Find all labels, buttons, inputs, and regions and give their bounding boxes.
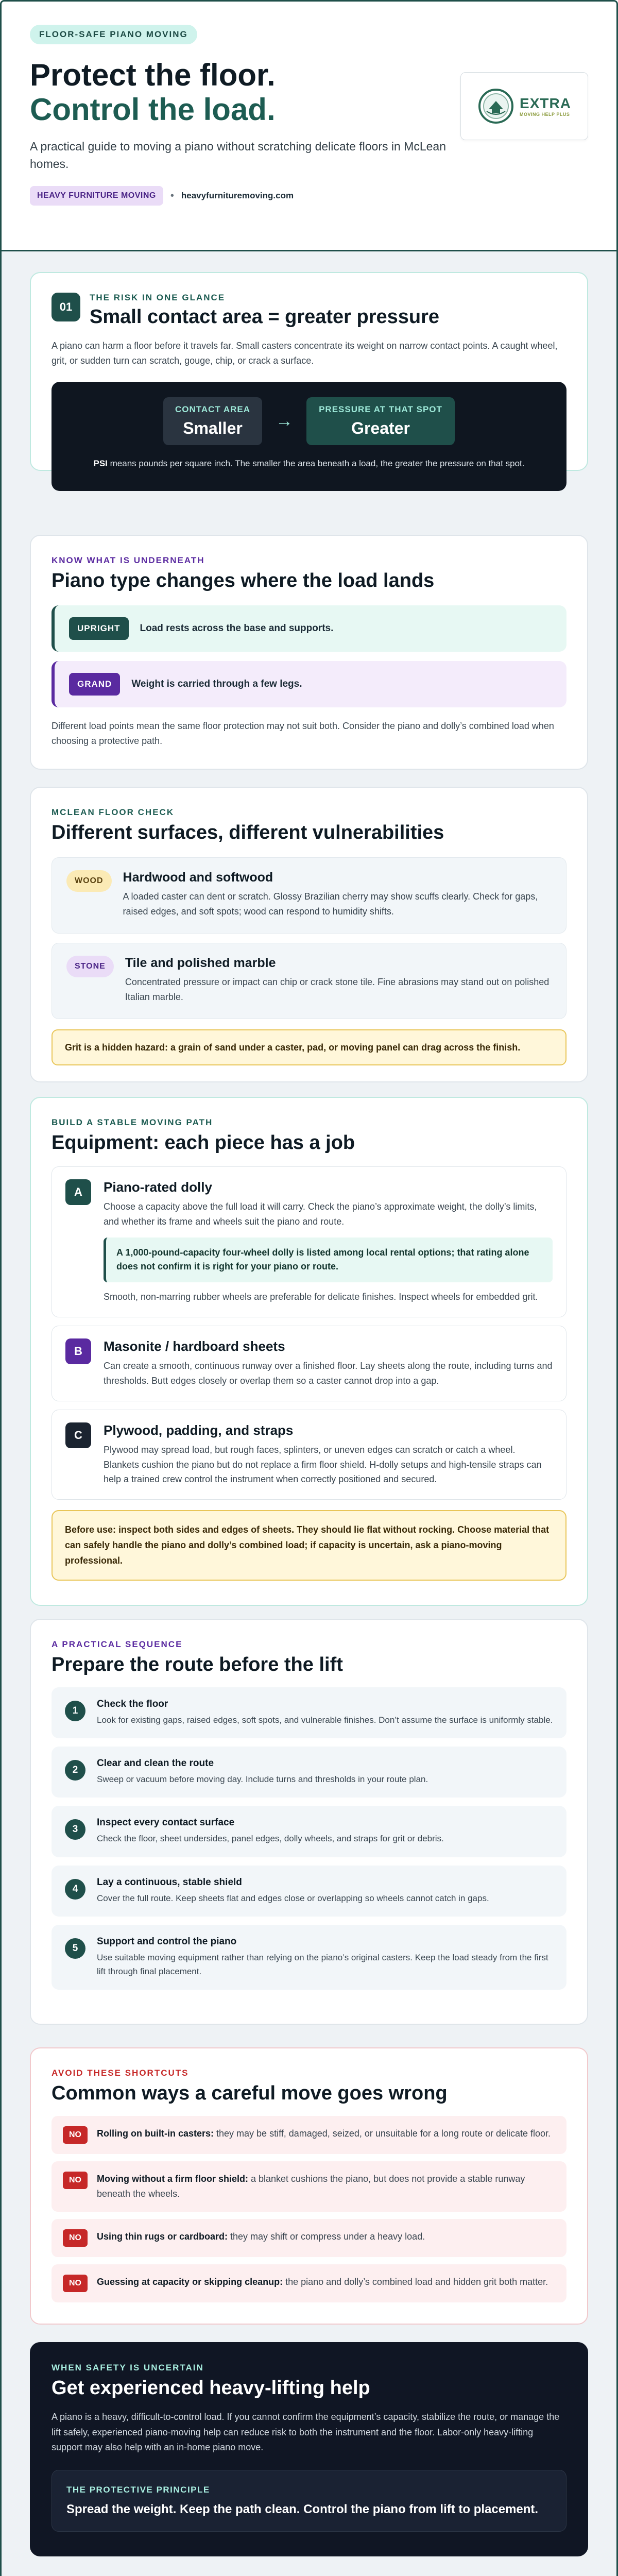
pressure-panel: [52, 382, 566, 491]
step-text: Check the floor, sheet undersides, panel edges, dolly wheels, and straps for grit or debris.: [97, 1834, 444, 1844]
header-meta: [30, 186, 588, 206]
no-tag: NO: [63, 2172, 88, 2189]
step-number: 5: [65, 1938, 85, 1959]
equipment-eyebrow: BUILD A STABLE MOVING PATH: [52, 1117, 213, 1127]
step-item: [52, 1806, 566, 1857]
equipment-card-dolly: [52, 1166, 566, 1317]
risk-header: [52, 293, 566, 328]
dolly-wheel-note: Smooth, non-marring rubber wheels are preferable for delicate finishes. Inspect wheels for embedded grit.: [104, 1292, 538, 1302]
step-item: [52, 1866, 566, 1917]
contact-area-box: [163, 397, 262, 445]
equipment-title-masonite: Masonite / hardboard sheets: [104, 1338, 285, 1354]
step-number: 2: [65, 1760, 85, 1781]
mistake-item: [52, 2219, 566, 2257]
mistake-item: [52, 2161, 566, 2212]
psi-definition: means pounds per square inch. The smaller the area beneath a load, the greater the pressure on that spot.: [107, 458, 525, 468]
types-eyebrow: KNOW WHAT IS UNDERNEATH: [52, 555, 205, 565]
sequence-title: Prepare the route before the lift: [52, 1654, 343, 1675]
floors-title: Different surfaces, different vulnerabilities: [52, 822, 444, 843]
mistake-bold: Rolling on built-in casters:: [97, 2128, 214, 2139]
help-text: A piano is a heavy, difficult-to-control load. If you cannot confirm the equipment’s capacity, stabilize the route, or manage the lift safely, experienced piano-moving help can reduce risk to both the instrument and the floor. Labor-only heavy-lifting support may also help with an in-home piano move.: [52, 2412, 560, 2453]
pressure-value: Greater: [351, 418, 410, 437]
mistake-bold: Moving without a firm floor shield:: [97, 2174, 248, 2184]
page-title-line2: Control the load.: [30, 92, 276, 127]
equipment-card-plywood: [52, 1410, 566, 1500]
mistake-rest: the piano and dolly’s combined load and hidden grit both matter.: [283, 2276, 548, 2287]
mistake-item: [52, 2116, 566, 2154]
stone-tag: STONE: [66, 956, 114, 977]
mistake-item: [52, 2264, 566, 2302]
step-item: [52, 1925, 566, 1990]
site-link[interactable]: heavyfurnituremoving.com: [181, 191, 294, 201]
piano-type-section: [30, 535, 588, 770]
principle-label: THE PROTECTIVE PRINCIPLE: [66, 2485, 210, 2495]
grand-row: [52, 661, 566, 707]
step-title: Lay a continuous, stable shield: [97, 1876, 242, 1888]
equipment-text-masonite: Can create a smooth, continuous runway over a finished floor. Lay sheets along the route, including turns and thresholds. Butt edges closely or overlap them so a caster cannot drop into a gap.: [104, 1361, 553, 1386]
equipment-title-plywood: Plywood, padding, and straps: [104, 1422, 294, 1438]
help-eyebrow: WHEN SAFETY IS UNCERTAIN: [52, 2363, 204, 2372]
page-title-line1: Protect the floor.: [30, 58, 276, 92]
risk-eyebrow: THE RISK IN ONE GLANCE: [90, 293, 226, 302]
step-item: [52, 1747, 566, 1798]
logo-tagline: MOVING HELP PLUS: [520, 112, 570, 117]
step-title: Inspect every contact surface: [97, 1817, 235, 1828]
mistake-text: [97, 2275, 548, 2290]
stone-title: Tile and polished marble: [125, 956, 276, 970]
floors-eyebrow: MCLEAN FLOOR CHECK: [52, 807, 175, 817]
grit-warning: Grit is a hidden hazard: a grain of sand under a caster, pad, or moving panel can drag across the finish.: [52, 1029, 566, 1065]
equipment-title-dolly: Piano-rated dolly: [104, 1179, 212, 1195]
meta-separator: •: [170, 190, 174, 201]
mistake-bold: Using thin rugs or cardboard:: [97, 2231, 228, 2242]
mistake-rest: they may shift or compress under a heavy load.: [228, 2231, 425, 2242]
company-logo: [460, 72, 588, 140]
pressure-box: [306, 397, 455, 445]
step-title: Support and control the piano: [97, 1936, 237, 1947]
risk-title: Small contact area = greater pressure: [90, 306, 440, 328]
logo-wordmark: [520, 95, 571, 117]
arrow-right-icon: →: [276, 411, 293, 431]
contact-area-value: Smaller: [183, 418, 243, 437]
logo-name: EXTRA: [520, 95, 571, 111]
equipment-section: [30, 1097, 588, 1606]
equipment-title: Equipment: each piece has a job: [52, 1132, 355, 1154]
equipment-badge: B: [65, 1338, 91, 1364]
logo-emblem-icon: [477, 88, 514, 125]
mistake-rest: they may be stiff, damaged, seized, or unsuitable for a long route or delicate floor.: [214, 2128, 551, 2139]
wood-surface-card: [52, 857, 566, 934]
step-text: Cover the full route. Keep sheets flat and edges close or overlapping so wheels cannot catch in gaps.: [97, 1893, 489, 1903]
no-tag: NO: [63, 2126, 88, 2144]
equipment-text-plywood: Plywood may spread load, but rough faces, splinters, or uneven edges can scratch or catch a wheel. Blankets cushion the piano but do not replace a firm floor shield. H-dolly setups and high-tensile straps can help a trained crew control the instrument when correctly positioned and secured.: [104, 1444, 542, 1485]
wood-tag: WOOD: [66, 870, 112, 892]
brand-badge: HEAVY FURNITURE MOVING: [30, 186, 163, 206]
no-tag: NO: [63, 2275, 88, 2292]
page-header: [0, 0, 618, 251]
psi-term: PSI: [93, 458, 108, 468]
floor-check-section: [30, 787, 588, 1082]
mistake-text: [97, 2126, 551, 2141]
step-number: 4: [65, 1879, 85, 1900]
types-note: Different load points mean the same floor protection may not suit both. Consider the piano and dolly’s combined load when choosing a protective path.: [52, 721, 554, 746]
step-text: Sweep or vacuum before moving day. Include turns and thresholds in your route plan.: [97, 1774, 428, 1785]
no-tag: NO: [63, 2229, 88, 2247]
equipment-text-dolly: Choose a capacity above the full load it will carry. Check the piano’s approximate weight, the dolly’s limits, and whether its frame and wheels suit the piano and route.: [104, 1201, 537, 1227]
risk-section: [30, 272, 588, 471]
equipment-card-masonite: [52, 1326, 566, 1401]
step-number: 1: [65, 1701, 85, 1721]
header-eyebrow: FLOOR-SAFE PIANO MOVING: [30, 25, 197, 44]
inspection-warning: Before use: inspect both sides and edges of sheets. They should lie flat without rocking. Choose material that can safely handle the piano and dolly’s combined load; if capacity is uncertain, ask a piano-moving professional.: [52, 1510, 566, 1581]
pressure-label: PRESSURE AT THAT SPOT: [319, 404, 442, 414]
mistake-text: [97, 2229, 425, 2244]
stone-text: Concentrated pressure or impact can chip or crack stone tile. Fine abrasions may stand out on polished Italian marble.: [125, 977, 550, 1002]
pressure-comparison: [163, 397, 455, 445]
mistake-bold: Guessing at capacity or skipping cleanup:: [97, 2276, 283, 2287]
grand-text: Weight is carried through a few legs.: [131, 679, 302, 689]
step-number: 3: [65, 1819, 85, 1840]
principle-box: [52, 2470, 566, 2532]
sequence-section: [30, 1619, 588, 2025]
psi-note: [94, 459, 525, 469]
upright-tag: UPRIGHT: [69, 617, 129, 640]
wood-text: A loaded caster can dent or scratch. Glossy Brazilian cherry may show scuffs clearly. Check for gaps, raised edges, and soft spots; wood can respond to humidity shifts.: [123, 891, 538, 917]
mistakes-section: [30, 2047, 588, 2325]
help-title: Get experienced heavy-lifting help: [52, 2377, 370, 2399]
equipment-badge: A: [65, 1179, 91, 1205]
equipment-badge: C: [65, 1422, 91, 1448]
mistakes-eyebrow: AVOID THESE SHORTCUTS: [52, 2068, 189, 2078]
help-section: [30, 2342, 588, 2556]
contact-area-label: CONTACT AREA: [175, 404, 251, 414]
upright-text: Load rests across the base and supports.: [140, 623, 334, 634]
mistake-text: [97, 2172, 555, 2201]
page-subtitle: A practical guide to moving a piano without scratching delicate floors in McLean homes.: [30, 140, 447, 171]
risk-text: A piano can harm a floor before it travels far. Small casters concentrate its weight on narrow contact points. A caught wheel, grit, or sudden turn can scratch, gouge, chip, or crack a surface.: [52, 341, 558, 366]
grand-tag: GRAND: [69, 673, 120, 696]
section-number-badge: 01: [52, 293, 80, 321]
sequence-eyebrow: A PRACTICAL SEQUENCE: [52, 1639, 183, 1649]
principle-text: Spread the weight. Keep the path clean. Control the piano from lift to placement.: [66, 2502, 539, 2517]
mistake-rest: a blanket cushions the piano, but does not provide a stable runway beneath the wheels.: [97, 2174, 525, 2199]
step-title: Clear and clean the route: [97, 1758, 214, 1769]
step-text: Use suitable moving equipment rather than relying on the piano’s original casters. Keep the load steady from the first lift through final placement.: [97, 1952, 548, 1976]
step-title: Check the floor: [97, 1699, 168, 1709]
mistakes-title: Common ways a careful move goes wrong: [52, 2082, 448, 2104]
types-title: Piano type changes where the load lands: [52, 570, 435, 591]
step-item: [52, 1687, 566, 1738]
stone-surface-card: [52, 943, 566, 1019]
step-text: Look for existing gaps, raised edges, soft spots, and vulnerable finishes. Don’t assume the surface is uniformly stable.: [97, 1715, 553, 1725]
upright-row: [52, 605, 566, 652]
wood-title: Hardwood and softwood: [123, 870, 273, 885]
dolly-capacity-callout: A 1,000-pound-capacity four-wheel dolly is listed among local rental options; that rating alone does not confirm it is right for your piano or route.: [104, 1238, 553, 1283]
